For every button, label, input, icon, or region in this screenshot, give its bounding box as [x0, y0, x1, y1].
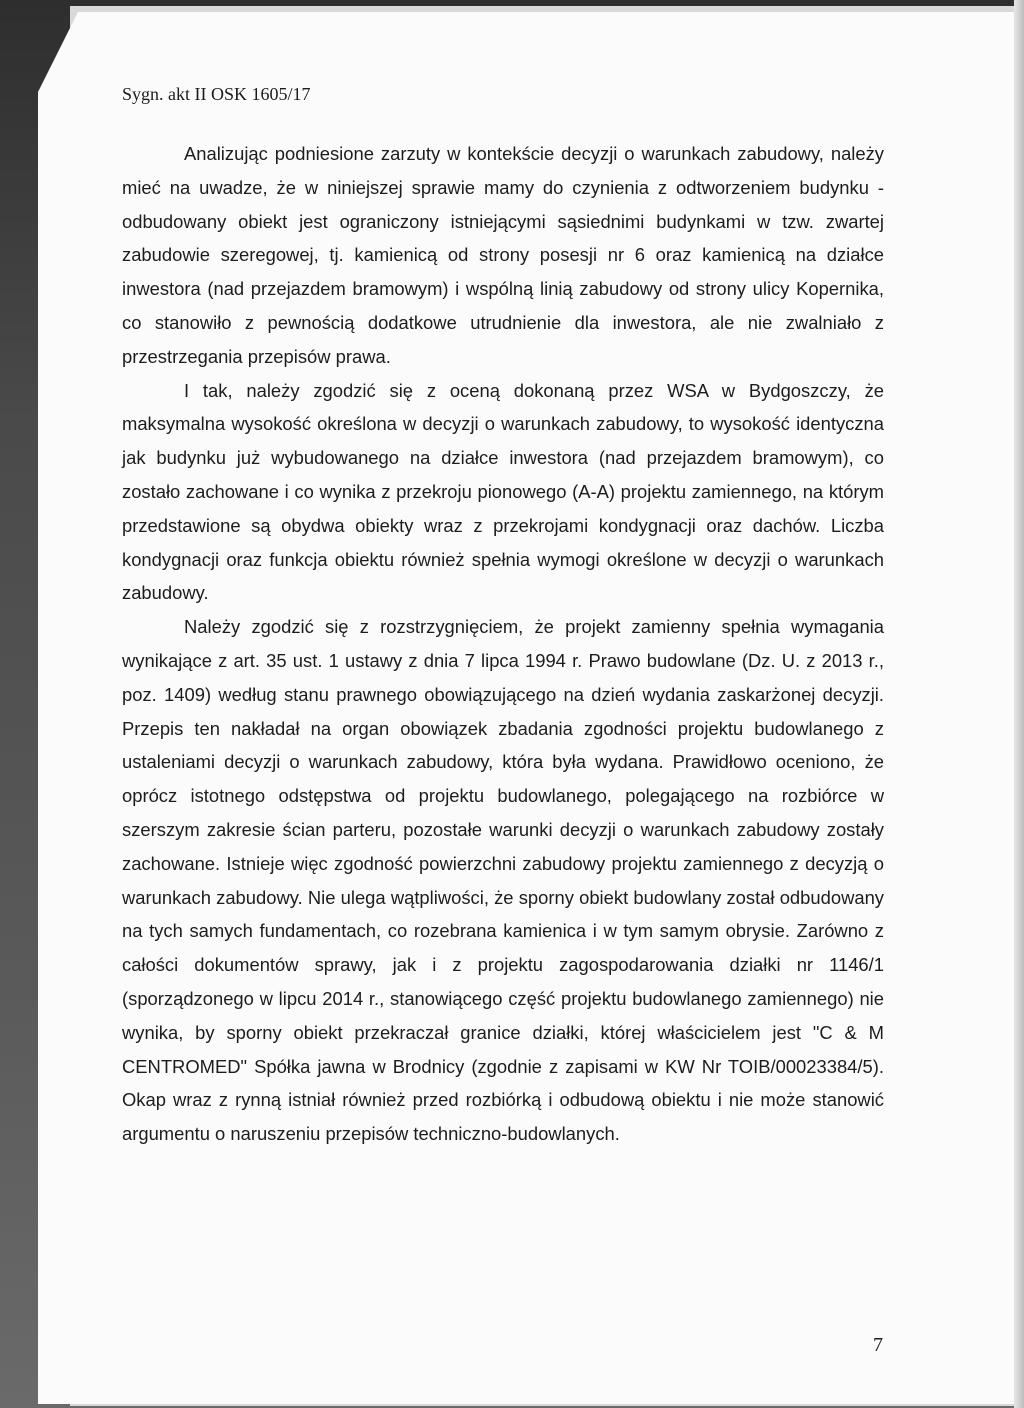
paragraph-1: Analizując podniesione zarzuty w kontekście decyzji o warunkach zabudowy, należy mieć na uwadze, że w niniejszej sprawie mamy do czynienia z odtworzeniem budynku - odbudowany obiekt jest ograniczony istniejącymi sąsiednimi budynkami w tzw. zwartej zabudowie szeregowej, tj. kamienicą od strony posesji nr 6 oraz kamienicą na działce inwestora (nad przejazdem bramowym) i wspólną linią zabudowy od strony ulicy Kopernika, co stanowiło z pewnością dodatkowe utrudnienie dla inwestora, ale nie zwalniało z przestrzegania przepisów prawa. [122, 143, 884, 367]
page-stack-edge [1014, 0, 1024, 1408]
case-signature: Sygn. akt II OSK 1605/17 [122, 84, 311, 104]
page-number: 7 [873, 1334, 883, 1356]
document-body [122, 137, 884, 1151]
paragraph-3: Należy zgodzić się z rozstrzygnięciem, że projekt zamienny spełnia wymagania wynikające z art. 35 ust. 1 ustawy z dnia 7 lipca 1994 r. Prawo budowlane (Dz. U. z 2013 r., poz. 1409) według stanu prawnego obowiązującego na dzień wydania zaskarżonej decyzji. Przepis ten nakładał na organ obowiązek zbadania zgodności projektu budowlanego z ustaleniami decyzji o warunkach zabudowy, która była wydana. Prawidłowo oceniono, że oprócz istotnego odstępstwa od projektu budowlanego, polegającego na rozbiórce w szerszym zakresie ścian parteru, pozostałe warunki decyzji o warunkach zabudowy zostały zachowane. Istnieje więc zgodność powierzchni zabudowy projektu zamiennego z decyzją o warunkach zabudowy. Nie ulega wątpliwości, że sporny obiekt budowlany został odbudowany na tych samych fundamentach, co rozebrana kamienica i w tym samym obrysie. Zarówno z całości dokumentów sprawy, jak i z projektu zagospodarowania działki nr 1146/1 (sporządzonego w lipcu 2014 r., stanowiącego część projektu budowlanego zamiennego) nie wynika, by sporny obiekt przekraczał granice działki, której właścicielem jest "C & M CENTROMED" Spółka jawna w Brodnicy (zgodnie z zapisami w KW Nr TOIB/00023384/5). Okap wraz z rynną istniał również przed rozbiórką i odbudową obiektu i nie może stanowić argumentu o naruszeniu przepisów techniczno-budowlanych. [122, 616, 884, 1145]
paragraph-2: I tak, należy zgodzić się z oceną dokonaną przez WSA w Bydgoszczy, że maksymalna wysokość określona w decyzji o warunkach zabudowy, to wysokość identyczna jak budynku już wybudowanego na działce inwestora (nad przejazdem bramowym), co zostało zachowane i co wynika z przekroju pionowego (A-A) projektu zamiennego, na którym przedstawione są obydwa obiekty wraz z przekrojami kondygnacji oraz dachów. Liczba kondygnacji oraz funkcja obiektu również spełnia wymogi określone w decyzji o warunkach zabudowy. [122, 379, 884, 604]
